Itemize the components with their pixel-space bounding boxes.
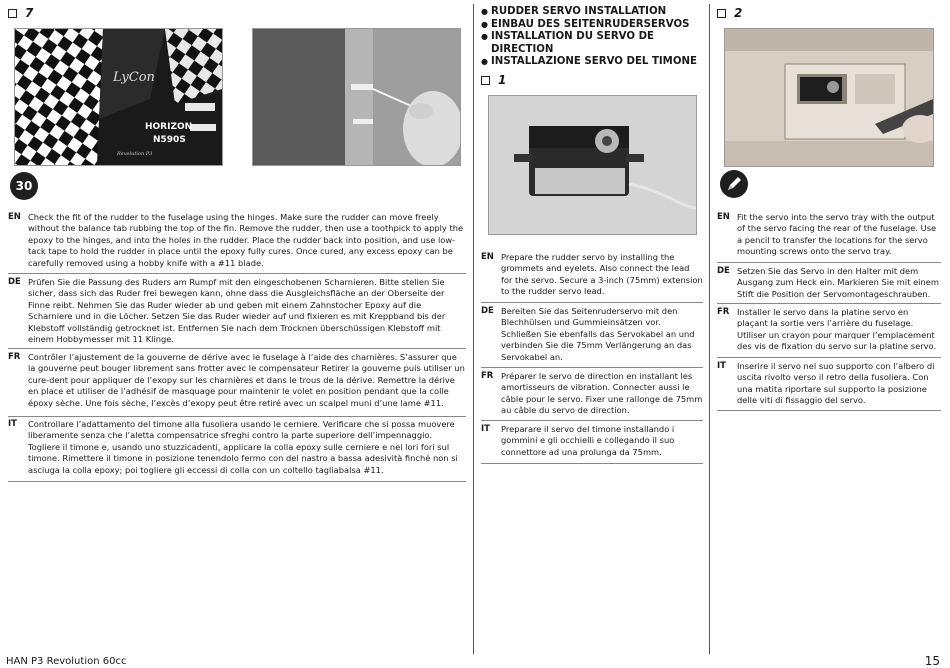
lang-text: Fit the servo into the servo tray with the output of the servo facing the rear of the fuselage. Use a pencil to transfer the locations for the servo mounting screws onto the servo tray. (737, 212, 937, 257)
heading-de: ● EINBAU DES SEITENRUDERSERVOS (481, 19, 706, 32)
left-en-block (8, 212, 466, 272)
right-it-block (717, 361, 941, 409)
lang-text: Setzen Sie das Servo in den Halter mit dem Ausgang zum Heck ein. Markieren Sie mit einem Stift die Position der Servomontageschrauben. (737, 266, 939, 299)
divider (8, 416, 466, 417)
heading-fr: ● INSTALLATION DU SERVO DE DIRECTION (481, 31, 706, 56)
step-number: 1 (498, 73, 507, 87)
middle-it-block (481, 424, 703, 462)
divider (717, 410, 941, 411)
divider (481, 367, 703, 368)
lang-text: Bereiten Sie das Seitenruderservo mit den Blechhülsen und Gummieinsätzen vor. Schließen Sie ebenfalls das Servokabel an und verbinden Sie die 75mm Verlängerung an das Servokabel an. (501, 306, 695, 362)
heading-it: ● INSTALLAZIONE SERVO DEL TIMONE (481, 56, 706, 69)
registration-text: N590S (153, 135, 186, 145)
heading-en: ● RUDDER SERVO INSTALLATION (481, 6, 706, 19)
lang-text: Inserire il servo nel suo supporto con l’albero di uscita rivolto verso il retro della fusoliera. Con una matita riportare sul supporto la posizione delle viti di fissaggio del servo. (737, 361, 935, 406)
lycon-logo-text: LyCon (113, 70, 155, 85)
step-badge-30: 30 (10, 172, 38, 200)
left-de-block (8, 277, 466, 347)
section-headings (481, 6, 706, 69)
pencil-icon (725, 175, 743, 193)
epoxy-toothpick-photo (252, 28, 461, 166)
step-number: 2 (734, 6, 743, 20)
right-de-block (717, 266, 941, 302)
lang-code: DE (8, 277, 21, 287)
lang-code: EN (717, 212, 730, 222)
lang-text: Contrôler l’ajustement de la gouverne de dérive avec le fuselage à l’aide des charnières. S’assurer que la gouverne peut bouger librement sans frotter avec le compensateur Retirer la gouverne puis utiliser un cure-dent pour appliquer de l’exopy sur les charnières et dans le trous de la dérive. Remettre la dérive en place et utiliser de l’adhésif de masquage pour maintenir le volet en position pendant que la colle époxy sèche. Une fois sèche, l’excès d’exopy peut être retiré avec un scalpel muni d’une lame #11. (28, 352, 465, 408)
lang-text: Installer le servo dans la platine servo en plaçant la sortie vers l’arrière du fuselage. Utiliser un crayon pour marquer l’emplacement des vis de fixation du servo sur la platine servo. (737, 307, 937, 352)
divider (481, 463, 703, 464)
divider (717, 262, 941, 263)
divider (481, 420, 703, 421)
middle-fr-block (481, 371, 703, 419)
column-separator (473, 4, 474, 654)
pencil-badge (720, 170, 748, 198)
divider (8, 273, 466, 274)
lang-code: FR (8, 352, 21, 362)
right-fr-block (717, 307, 941, 355)
lang-code: FR (481, 371, 494, 381)
lang-code: IT (717, 361, 726, 371)
checkbox-icon[interactable] (8, 9, 17, 18)
lang-text: Préparer le servo de direction en installant les amortisseurs de vibration. Connecter aussi le câble pour le servo. Fixer une rallonge de 75mm au câble du servo de direction. (501, 371, 703, 416)
right-en-block (717, 212, 941, 260)
divider (717, 357, 941, 358)
lang-code: DE (717, 266, 730, 276)
checkbox-icon[interactable] (717, 9, 726, 18)
lang-code: IT (481, 424, 490, 434)
divider (8, 481, 466, 482)
left-fr-block (8, 352, 466, 414)
footer-title: HAN P3 Revolution 60cc (6, 656, 127, 667)
checkbox-icon[interactable] (481, 76, 490, 85)
servo-tray-photo (724, 28, 934, 167)
revolution-text: Revolution P3 (117, 151, 153, 157)
lang-code: DE (481, 306, 494, 316)
horizon-logo-text: HORIZON (145, 122, 193, 132)
lang-code: FR (717, 307, 730, 317)
column-separator (709, 4, 710, 654)
lang-code: IT (8, 419, 17, 429)
step-number: 7 (25, 6, 34, 20)
lang-text: Preparare il servo del timone installando i gommini e gli occhielli e collegando il suo connettore ad una prolunga da 75mm. (501, 424, 675, 457)
rudder-servo-photo (488, 95, 697, 235)
divider (481, 302, 703, 303)
step-7-header (8, 6, 33, 20)
lang-text: Controllare l’adattamento del timone alla fusoliera usando le cerniere. Verificare che si possa muovere liberamente senza che l’aletta compensatrice sfreghi contro la parte superiore dell’impennaggio. Togliere il timone e, usando uno stuzzicadenti, applicare la colla epoxy sulle cerniere e nei lori fori sul timone. Rimettere il timone in posizione tenendolo fermo con del nastro a bassa adesività finché non si asciuga la colla epoxy; poi togliere gli eccessi di colla con un coltello tagliabalsa #11. (28, 419, 458, 475)
divider (8, 348, 466, 349)
middle-de-block (481, 306, 703, 366)
divider (717, 303, 941, 304)
middle-en-block (481, 252, 703, 300)
left-it-block (8, 419, 466, 481)
lang-text: Prepare the rudder servo by installing the grommets and eyelets. Also connect the lead for the servo. Secure a 3-inch (75mm) extension to the rudder servo lead. (501, 252, 703, 297)
lang-code: EN (8, 212, 21, 222)
lang-code: EN (481, 252, 494, 262)
lang-text: Prüfen Sie die Passung des Ruders am Rumpf mit den eingeschobenen Scharnieren. Bitte stellen Sie sicher, dass sich das Ruder frei bewegen kann, ohne dass die Ausgleichsfläche an der Oberseite der Finne reibt. Nehmen Sie das Ruder wieder ab und geben mit einem Zahnstocher Epoxy auf die Scharniere und in die Löcher. Setzen Sie das Ruder wieder auf und fixieren es mit Kreppband bis der Klebstoff vollständig getrocknet ist. Entfernen Sie nach dem Trocknen überschüssigen Klebstoff mit einem Hobbymesser mit 11 Klinge. (28, 277, 446, 345)
lang-text: Check the fit of the rudder to the fuselage using the hinges. Make sure the rudder can move freely without the balance tab rubbing the top of the fin. Remove the rudder, then use a toothpick to apply the epoxy to the hinges, and into the holes in the rudder. Place the rudder back into position, and use low-tack tape to hold the rudder in place until the epoxy fully cures. Once cured, any excess epoxy can be carefully removed using a hobby knife with a #11 blade. (28, 212, 464, 268)
step-2-header (717, 6, 742, 20)
step-1-header (481, 73, 506, 87)
rudder-fin-photo (14, 28, 223, 166)
page-number: 15 (924, 654, 940, 668)
